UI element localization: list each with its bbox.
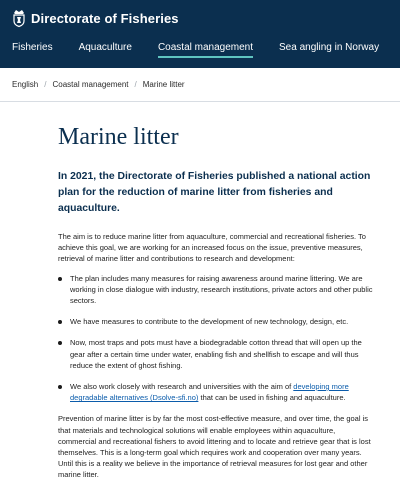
- nav-aquaculture[interactable]: Aquaculture: [78, 42, 132, 53]
- coat-of-arms-icon: [12, 9, 26, 27]
- breadcrumb: [0, 68, 400, 102]
- dsolve-link[interactable]: developing more degradable alternatives (Dsolve-sfi.no): [70, 382, 349, 403]
- list-item-text: We also work closely with research and universities with the aim of: [70, 382, 294, 392]
- nav-fisheries[interactable]: Fisheries: [12, 42, 53, 53]
- list-item-text: We have measures to contribute to the development of new technology, design, etc.: [70, 317, 349, 327]
- intro-paragraph: The aim is to reduce marine litter from aquaculture, commercial and recreational fisheries. To achieve this goal, we are working for an increased focus on the issue, preventive measures, retrieval of marine litter and contributions to research and development:: [58, 232, 366, 264]
- closing-paragraph: Prevention of marine litter is by far the most cost-effective measure, and over time, the goal is that materials and technological solutions will enable employees within aquaculture, commercial and recreational fishers to avoid littering and to locate and retrieve gear that is lost themselves. This is a long-term goal which requires work and cooperation over many years. Until this is a reality we believe in the importance of retrieval measures for lost gear and other marine litter.: [58, 414, 371, 480]
- list-item: [58, 273, 374, 307]
- list-item-text: that can be used in fishing and aquaculture.: [198, 393, 346, 403]
- lead-paragraph: In 2021, the Directorate of Fisheries published a national action plan for the reduction of marine litter from fisheries and aquaculture.: [58, 171, 371, 214]
- list-item-text: Now, most traps and pots must have a biodegradable cotton thread that will open up the gear after a certain time under water, enabling fish and shellfish to escape and will thus reduce the extent of ghost fishing.: [70, 338, 362, 370]
- site-header: [0, 0, 400, 68]
- list-item: [58, 381, 374, 403]
- breadcrumb-english[interactable]: English: [12, 80, 39, 89]
- brand-link[interactable]: [12, 9, 179, 27]
- breadcrumb-current: Marine litter: [142, 80, 185, 89]
- bullet-icon: [58, 341, 62, 345]
- breadcrumb-coastal-management[interactable]: Coastal management: [52, 80, 129, 89]
- bullet-icon: [58, 320, 62, 324]
- list-item: [58, 337, 374, 371]
- main-nav: [12, 42, 405, 58]
- breadcrumb-separator: /: [44, 80, 47, 89]
- nav-coastal-management[interactable]: Coastal management: [158, 42, 253, 58]
- list-item-text: The plan includes many measures for raising awareness around marine littering. We are working in close dialogue with industry, research institutions, private actors and other public sectors.: [70, 273, 373, 306]
- page-title: Marine litter: [58, 124, 179, 150]
- list-item: [58, 316, 374, 327]
- breadcrumb-separator: /: [134, 80, 137, 89]
- brand-name: Directorate of Fisheries: [31, 10, 179, 26]
- nav-sea-angling[interactable]: Sea angling in Norway: [279, 42, 380, 53]
- bullet-icon: [58, 385, 62, 389]
- measures-list: [58, 273, 374, 404]
- main-content: [0, 122, 400, 481]
- bullet-icon: [58, 277, 62, 281]
